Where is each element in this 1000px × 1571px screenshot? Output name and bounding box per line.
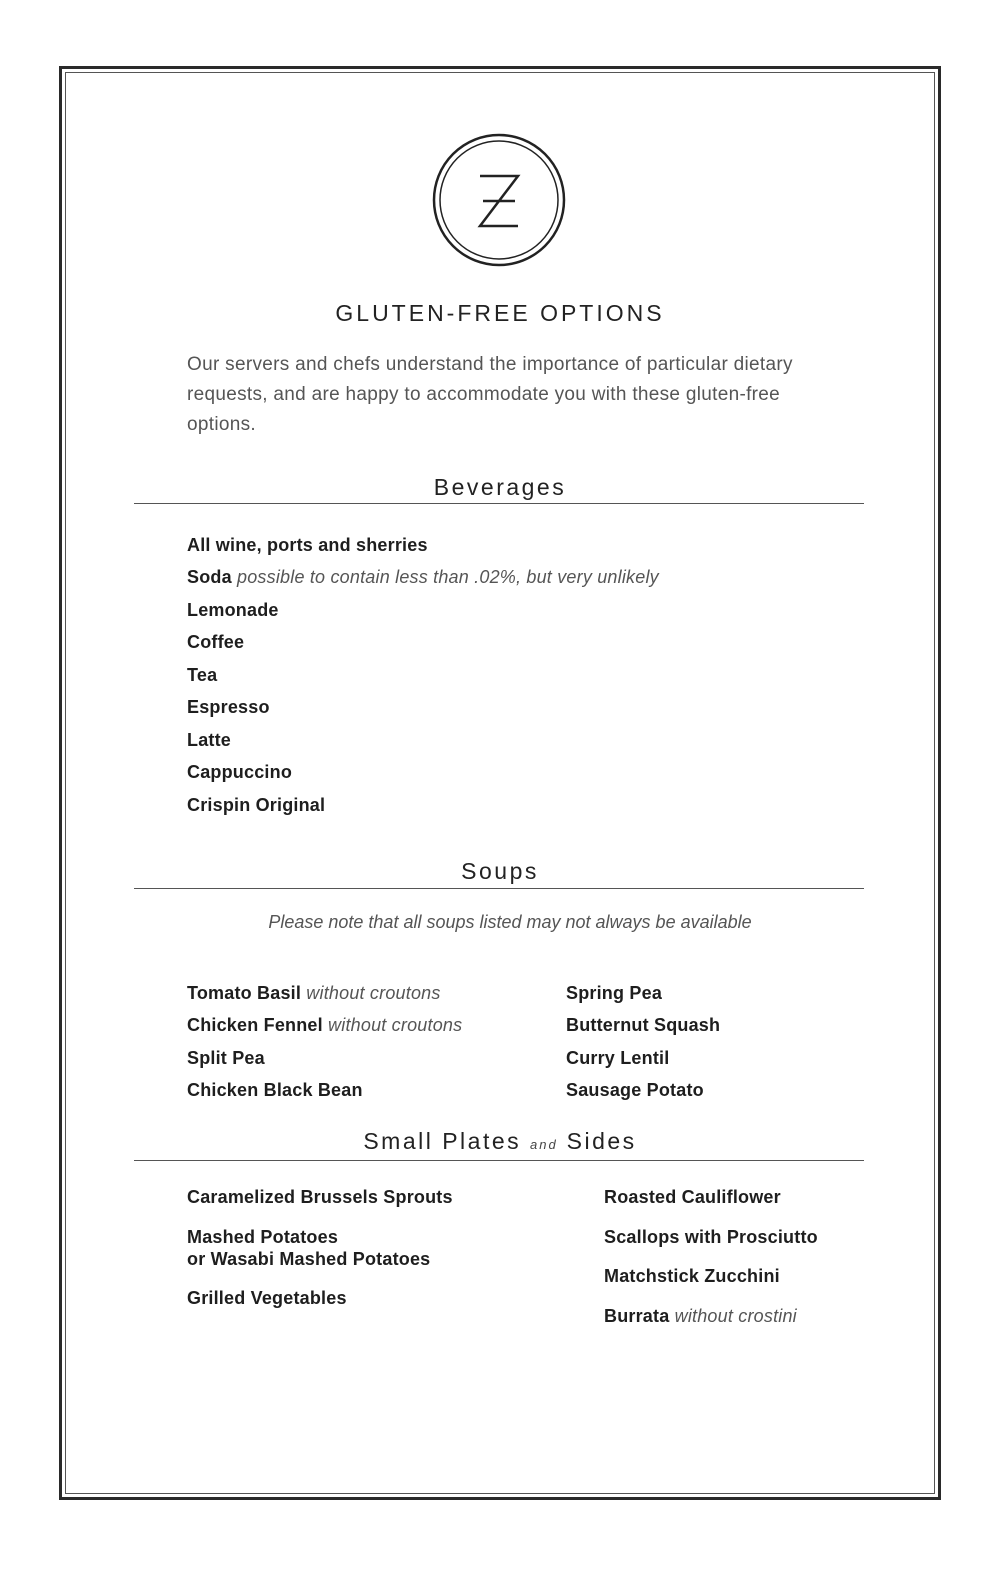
- item-name: Spring Pea: [566, 983, 663, 1003]
- item-name: Tomato Basil: [187, 983, 302, 1003]
- menu-item: [566, 1080, 704, 1101]
- item-name: Latte: [187, 730, 232, 750]
- item-note: without croutons: [306, 983, 441, 1003]
- menu-item: [187, 795, 325, 816]
- z-logo-icon: [432, 133, 566, 267]
- divider: [134, 1160, 864, 1161]
- menu-item: [187, 697, 270, 718]
- menu-item: [187, 762, 292, 783]
- item-name: Grilled Vegetables: [187, 1288, 347, 1308]
- divider: [134, 503, 864, 504]
- menu-item: [566, 983, 662, 1004]
- item-name: Caramelized Brussels Sprouts: [187, 1187, 453, 1207]
- heading-and: and: [530, 1137, 558, 1152]
- item-name: Burrata: [604, 1306, 670, 1326]
- menu-item: [187, 1048, 265, 1069]
- item-note: without croutons: [328, 1015, 463, 1035]
- item-name: Sausage Potato: [566, 1080, 704, 1100]
- page-border-inner: [65, 72, 935, 1494]
- menu-item: [566, 1015, 720, 1036]
- menu-item: [187, 1288, 347, 1309]
- item-name: Roasted Cauliflower: [604, 1187, 781, 1207]
- small-plates-heading: [0, 1128, 1000, 1155]
- item-name: Butternut Squash: [566, 1015, 721, 1035]
- item-name: Crispin Original: [187, 795, 326, 815]
- menu-item: [187, 1249, 430, 1270]
- menu-item: [187, 665, 217, 686]
- item-name: Matchstick Zucchini: [604, 1266, 780, 1286]
- item-name: All wine, ports and sherries: [187, 535, 428, 555]
- menu-item: [187, 632, 244, 653]
- menu-item: [604, 1227, 818, 1248]
- item-name: or Wasabi Mashed Potatoes: [187, 1249, 431, 1269]
- item-note: without crostini: [674, 1306, 797, 1326]
- item-name: Soda: [187, 567, 232, 587]
- menu-item: [187, 983, 441, 1004]
- menu-item: [604, 1306, 797, 1327]
- item-name: Espresso: [187, 697, 270, 717]
- menu-item: [187, 1227, 338, 1248]
- heading-part: Sides: [566, 1128, 637, 1154]
- page-title: GLUTEN-FREE OPTIONS: [335, 300, 665, 326]
- item-name: Tea: [187, 665, 218, 685]
- divider: [134, 888, 864, 889]
- item-name: Coffee: [187, 632, 245, 652]
- item-name: Lemonade: [187, 600, 279, 620]
- menu-item: [604, 1266, 780, 1287]
- item-name: Chicken Black Bean: [187, 1080, 363, 1100]
- menu-item: [187, 535, 428, 556]
- item-name: Split Pea: [187, 1048, 265, 1068]
- item-name: Curry Lentil: [566, 1048, 670, 1068]
- item-name: Mashed Potatoes: [187, 1227, 339, 1247]
- menu-item: [187, 1187, 453, 1208]
- menu-item: [566, 1048, 669, 1069]
- soups-note: Please note that all soups listed may not always be available: [268, 912, 752, 932]
- beverages-heading: Beverages: [433, 474, 567, 500]
- intro-text: Our servers and chefs understand the importance of particular dietary requests, and are happy to accommodate you with these gluten-free options.: [187, 354, 793, 435]
- menu-item: [187, 1015, 462, 1036]
- menu-item: [187, 1080, 363, 1101]
- item-note: possible to contain less than .02%, but very unlikely: [237, 567, 659, 587]
- item-name: Cappuccino: [187, 762, 293, 782]
- heading-part: Small Plates: [363, 1128, 522, 1154]
- item-name: Chicken Fennel: [187, 1015, 323, 1035]
- menu-item: [187, 730, 231, 751]
- menu-item: [187, 567, 659, 588]
- menu-item: [604, 1187, 781, 1208]
- menu-item: [187, 600, 279, 621]
- soups-heading: Soups: [461, 858, 539, 884]
- item-name: Scallops with Prosciutto: [604, 1227, 818, 1247]
